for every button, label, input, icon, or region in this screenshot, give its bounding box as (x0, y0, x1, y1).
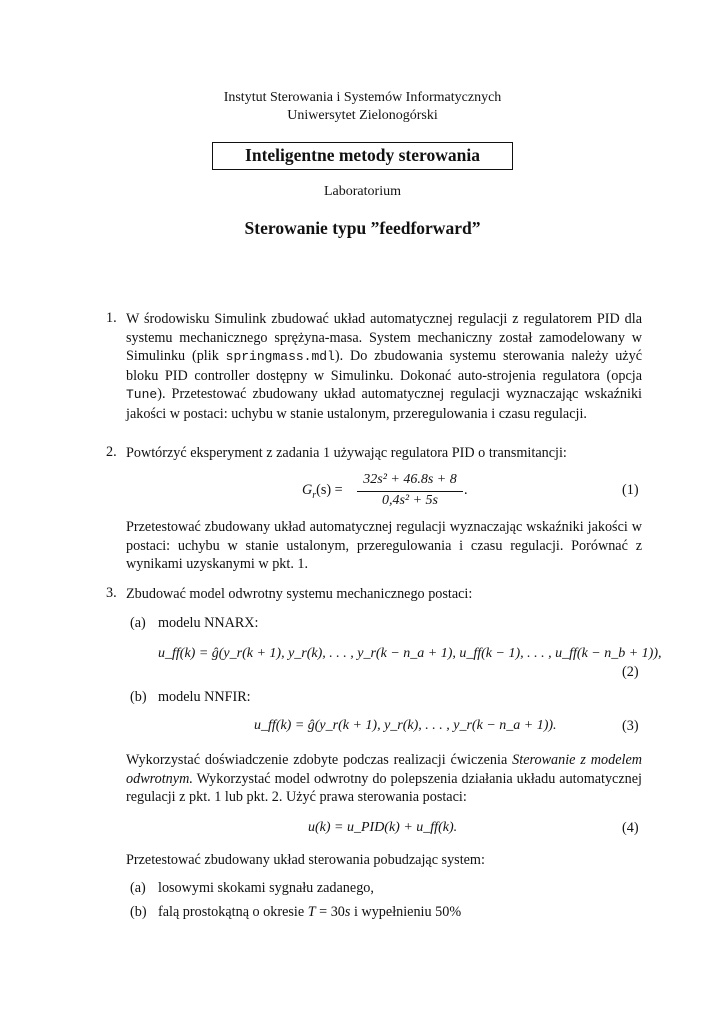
course-title-box (0, 142, 725, 170)
task2-after: Przetestować zbudowany układ automatycznej regulacji wyznaczając wskaźniki jakości w postaci: uchybu w stanie ustalonym, przeregulowania i czasu regulacji. Porównać z wynikami uzyskanymi w pkt. 1. (126, 519, 642, 572)
sub-b-T: T (307, 904, 316, 920)
task1-number: 1. (106, 310, 117, 326)
lab-subtitle: Sterowanie typu ”feedforward” (244, 218, 481, 238)
task1-option: Tune (126, 387, 158, 402)
sub-b-s: s (344, 904, 351, 920)
task3-intro: Zbudować model odwrotny systemu mechanicznego postaci: (126, 586, 473, 602)
item-b-label: (b) (130, 689, 147, 705)
eq1-lhs-sub: r (312, 489, 317, 501)
eq1-number: (1) (622, 482, 639, 498)
sub-b-text-b: i wypełnieniu 50% (350, 904, 462, 920)
university-name: Uniwersytet Zielonogórski (287, 108, 438, 123)
task3-para1 (126, 751, 642, 807)
sub-b-label: (b) (130, 904, 147, 920)
task3-para1-italic: Sterowanie z modelem odwrotnym. (126, 752, 643, 787)
task3-para1-b: Wykorzystać model odwrotny do polepszenia działania układu automatycznej regulacji z pkt. 1 lub pkt. 2. Użyć prawa sterowania postaci: (126, 770, 642, 805)
sub-b-eq: = 30 (315, 904, 345, 920)
task1-text-a: W środowisku Simulink zbudować układ automatycznej regulacji z regulatorem PID dla systemu mechanicznego sprężyna-masa. System mechaniczny został zamodelowany w Simulinku (plik (126, 311, 642, 364)
eq2-number: (2) (622, 664, 639, 680)
eq3: u_ff(k) = ĝ(y_r(k + 1), y_r(k), . . . , y_r(k − n_a + 1)). (254, 718, 557, 733)
eq1-dot: . (464, 482, 468, 498)
task1-file: springmass.mdl (225, 349, 335, 364)
item-a-label: (a) (130, 615, 146, 631)
eq4: u(k) = u_PID(k) + u_ff(k). (308, 820, 458, 835)
lab-label: Laboratorium (324, 184, 401, 199)
task3-number: 3. (106, 585, 117, 601)
eq1-denominator: 0,4s² + 5s (381, 493, 439, 508)
sub-a-label: (a) (130, 880, 146, 896)
sub-a-text: losowymi skokami sygnału zadanego, (158, 880, 374, 896)
task2-intro: Powtórzyć eksperyment z zadania 1 używając regulatora PID o transmitancji: (126, 445, 567, 461)
task3-para1-a: Wykorzystać doświadczenie zdobyte podczas realizacji ćwiczenia (126, 752, 513, 768)
institute-name: Instytut Sterowania i Systemów Informatycznych (223, 90, 502, 105)
eq2: u_ff(k) = ĝ(y_r(k + 1), y_r(k), . . . , y_r(k − n_a + 1), u_ff(k − 1), . . . , u_ff(k − n_b + 1)), (158, 646, 662, 661)
eq1-lhs-arg: (s) = (316, 482, 343, 498)
header-institute-block (0, 89, 725, 125)
eq1-fraction-bar (357, 491, 463, 492)
task2-number: 2. (106, 444, 117, 460)
sub-b-text (158, 904, 461, 921)
task1-text-b: ). Do zbudowania systemu sterowania należy użyć bloku PID controller dostępny w Simulinku. Dokonać auto-strojenia regulatora (opcja (126, 348, 642, 384)
item-b-text: modelu NNFIR: (158, 689, 251, 705)
task1-text-c: ). Przetestować zbudowany układ automatycznej regulacji wyznaczając wskaźniki jakości w postaci: uchybu w stanie ustalonym, przeregulowania i czasu regulacji. (126, 386, 642, 422)
sub-b-text-a: falą prostokątną o okresie (158, 904, 308, 920)
course-title: Inteligentne metody sterowania (212, 142, 513, 170)
task1-text (126, 310, 642, 423)
task3-para2: Przetestować zbudowany układ sterowania pobudzając system: (126, 852, 485, 868)
eq3-number: (3) (622, 718, 639, 734)
eq4-number: (4) (622, 820, 639, 836)
eq1-numerator: 32s² + 46.8s + 8 (363, 472, 457, 487)
item-a-text: modelu NNARX: (158, 615, 259, 631)
eq1-lhs-symbol: G (302, 482, 313, 498)
eq1-lhs (302, 482, 343, 501)
